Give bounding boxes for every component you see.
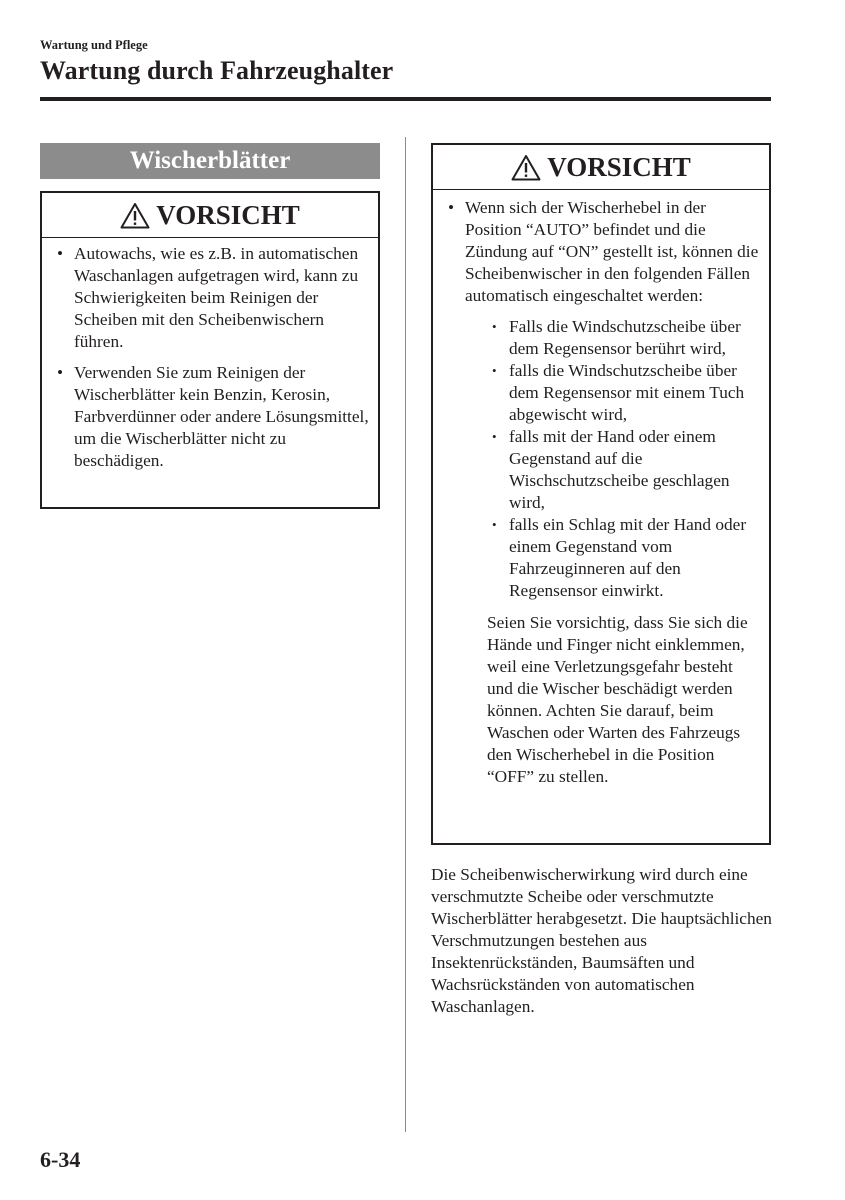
caution-item: • Verwenden Sie zum Reinigen der Wischerblätter kein Benzin, Kerosin, Farbverdünner oder andere Lösungsmittel, um die Wischerblätter nicht zu beschädigen. <box>52 362 372 472</box>
condition-item: • falls ein Schlag mit der Hand oder einem Gegenstand vom Fahrzeuginneren auf den Regensensor einwirkt. <box>487 514 763 602</box>
condition-list <box>465 316 763 602</box>
warning-triangle-icon <box>511 154 541 181</box>
caution-item: • Autowachs, wie es z.B. in automatischen Waschanlagen aufgetragen wird, kann zu Schwierigkeiten beim Reinigen der Scheiben mit den Scheibenwischern führen. <box>52 243 372 353</box>
body-paragraph: Die Scheibenwischerwirkung wird durch eine verschmutzte Scheibe oder verschmutzte Wischerblätter herabgesetzt. Die hauptsächlichen Verschmutzungen bestehen aus Insektenrückständen, Baumsäften und Wachsrückständen von automatischen Waschanlagen. <box>431 865 772 1016</box>
caution-heading <box>42 193 378 238</box>
warning-triangle-icon <box>120 202 150 229</box>
caution-note: Seien Sie vorsichtig, dass Sie sich die Hände und Finger nicht einklemmen, weil eine Verletzungsgefahr besteht und die Wischer beschädigt werden können. Achten Sie darauf, beim Waschen oder Warten des Fahrzeugs den Wischerhebel in die Position “OFF” zu stellen. <box>487 613 748 786</box>
caution-intro: Wenn sich der Wischerhebel in der Position “AUTO” befindet und die Zündung auf “ON” gestellt ist, können die Scheibenwischer in den folgenden Fällen automatisch eingeschaltet werden: <box>465 198 759 305</box>
caution-item <box>443 197 763 788</box>
page-title: Wartung durch Fahrzeughalter <box>40 56 394 85</box>
page-number: 6-34 <box>40 1147 81 1172</box>
caution-box-right <box>431 143 771 845</box>
section-label: Wartung und Pflege <box>40 38 148 52</box>
caution-heading-text: VORSICHT <box>547 151 691 182</box>
section-banner: Wischerblätter <box>40 143 380 179</box>
caution-heading-text: VORSICHT <box>156 199 300 230</box>
condition-item: • Falls die Windschutzscheibe über dem Regensensor berührt wird, <box>487 316 763 360</box>
column-divider <box>405 137 406 1132</box>
condition-item: • falls die Windschutzscheibe über dem Regensensor mit einem Tuch abgewischt wird, <box>487 360 763 426</box>
condition-item: • falls mit der Hand oder einem Gegenstand auf die Wischschutzscheibe geschlagen wird, <box>487 426 763 514</box>
caution-heading <box>433 145 769 190</box>
title-rule <box>40 97 771 101</box>
caution-box-left <box>40 191 380 509</box>
